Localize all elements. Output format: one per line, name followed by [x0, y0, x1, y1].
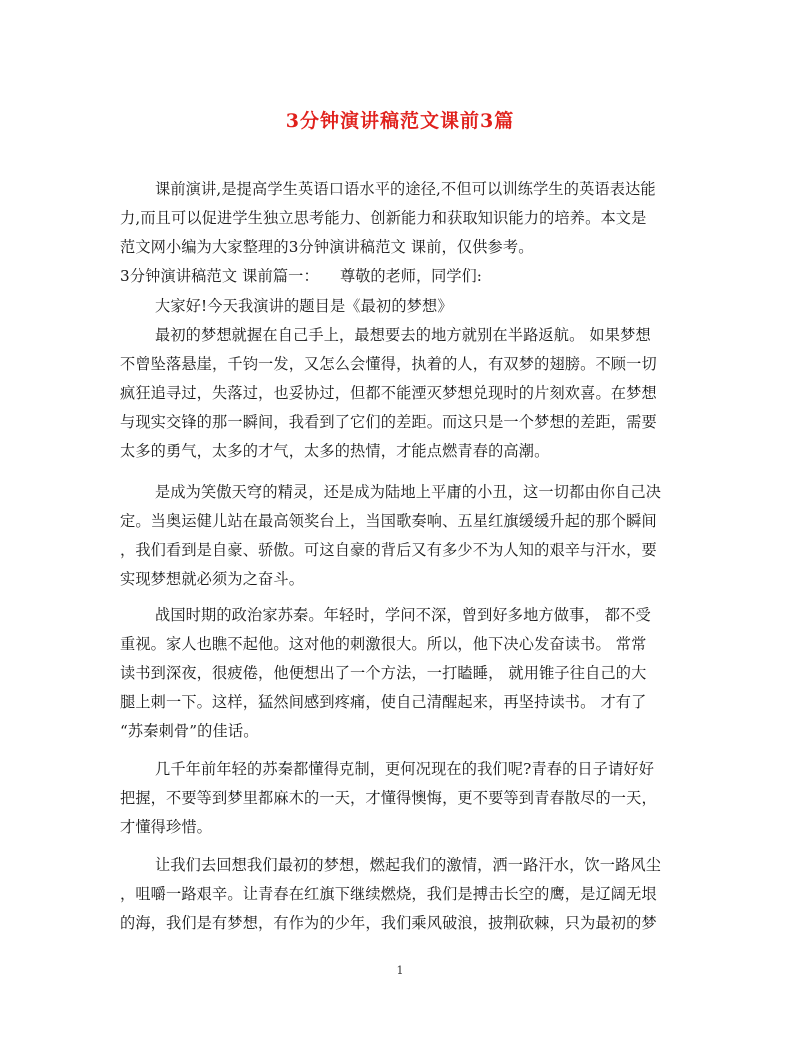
- body-line: 最初的梦想就握在自己手上，最想要去的地方就别在半路返航。 如果梦想: [155, 326, 651, 344]
- body-line: “苏秦刺骨”的佳话。: [120, 722, 259, 740]
- body-line: 让我们去回想我们最初的梦想，燃起我们的激情，洒一路汗水，饮一路风尘: [155, 856, 662, 874]
- body-line: 实现梦想就必须为之奋斗。: [120, 570, 305, 588]
- section-heading: 3分钟演讲稿范文 课前篇一：: [120, 267, 319, 285]
- body-line: 与现实交锋的那一瞬间，我看到了它们的差距。而这只是一个梦想的差距，需要: [120, 413, 657, 431]
- intro-line: 力,而且可以促进学生独立思考能力、创新能力和获取知识能力的培养。本文是: [120, 209, 647, 227]
- page-number: 1: [396, 964, 404, 977]
- body-line: 战国时期的政治家苏秦。年轻时，学问不深，曾到好多地方做事， 都不受: [155, 606, 651, 624]
- body-line: 太多的勇气，太多的才气，太多的热情，才能点燃青春的高潮。: [120, 442, 550, 460]
- body-line: ，我们看到是自豪、骄傲。可这自豪的背后又有多少不为人知的艰辛与汗水，要: [120, 541, 657, 559]
- body-line: 的海，我们是有梦想，有作为的少年，我们乘风破浪，披荆砍棘，只为最初的梦: [120, 914, 657, 932]
- body-line: ，咀嚼一路艰辛。让青春在红旗下继续燃烧，我们是搏击长空的鹰，是辽阔无垠: [120, 885, 657, 903]
- body-line: 几千年前年轻的苏秦都懂得克制，更何况现在的我们呢?青春的日子请好好: [155, 760, 655, 778]
- body-line: 是成为笑傲天穹的精灵，还是成为陆地上平庸的小丑，这一切都由你自己决: [155, 483, 662, 501]
- body-line: 才懂得珍惜。: [120, 818, 213, 836]
- body-line: 定。当奥运健儿站在最高领奖台上，当国歌奏响、五星红旗缓缓升起的那个瞬间: [120, 512, 657, 530]
- intro-line: 课前演讲,是提高学生英语口语水平的途径,不但可以训练学生的英语表达能: [155, 180, 656, 198]
- body-line: 腿上刺一下。这样，猛然间感到疼痛，使自己清醒起来，再坚持读书。 才有了: [120, 693, 647, 711]
- body-line: 疯狂追寻过，失落过，也妥协过，但都不能湮灭梦想兑现时的片刻欢喜。在梦想: [120, 384, 657, 402]
- body-line: 不曾坠落悬崖，千钧一发，又怎么会懂得，执着的人，有双梦的翅膀。不顾一切: [120, 355, 657, 373]
- document-title: 3分钟演讲稿范文课前3篇: [285, 110, 515, 132]
- body-line: 把握，不要等到梦里都麻木的一天，才懂得懊悔，更不要等到青春散尽的一天，: [120, 789, 657, 807]
- body-line: 重视。家人也瞧不起他。这对他的刺激很大。所以，他下决心发奋读书。 常常: [120, 635, 647, 653]
- greeting: 尊敬的老师，同学们:: [340, 267, 482, 285]
- body-line: 大家好!今天我演讲的题目是《最初的梦想》: [155, 297, 453, 315]
- body-line: 读书到深夜，很疲倦，他便想出了一个方法，一打瞌睡， 就用锥子往自己的大: [120, 664, 647, 682]
- intro-line: 范文网小编为大家整理的3分钟演讲稿范文 课前，仅供参考。: [120, 238, 534, 256]
